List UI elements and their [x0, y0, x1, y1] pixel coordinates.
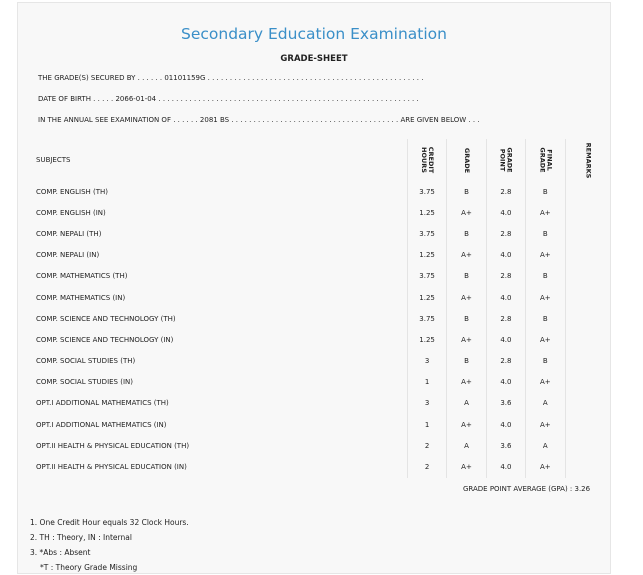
- header-subjects: SUBJECTS: [36, 156, 71, 164]
- credit-hours-cell: 1.25: [407, 287, 446, 308]
- grade-cell: A+: [447, 456, 486, 477]
- credit-hours-cell: 1: [407, 414, 446, 435]
- credit-hours-label: CREDIT HOURS: [420, 146, 436, 174]
- credit-hours-cell: 3.75: [407, 266, 446, 287]
- grade-point-cell: 4.0: [486, 245, 525, 266]
- table-row: [30, 245, 610, 266]
- grade-cell: A: [447, 393, 486, 414]
- credit-hours-cell: 1.25: [407, 202, 446, 223]
- final-grade-cell: B: [526, 223, 565, 244]
- gpa-line: [463, 485, 590, 493]
- subject-cell: OPT.II HEALTH & PHYSICAL EDUCATION (TH): [36, 441, 190, 450]
- exam-year: 2081 BS: [199, 116, 230, 124]
- credit-hours-cell: 2: [407, 435, 446, 456]
- dob-line: [38, 95, 419, 103]
- grade-cell: A+: [447, 287, 486, 308]
- remarks-cell: [565, 245, 610, 266]
- remarks-cell: [565, 414, 610, 435]
- table-row: [30, 414, 610, 435]
- grade-point-cell: 4.0: [486, 456, 525, 477]
- table-row: [30, 308, 610, 329]
- remarks-cell: [565, 372, 610, 393]
- subject-cell: COMP. SOCIAL STUDIES (IN): [36, 378, 133, 387]
- subject-cell: COMP. ENGLISH (TH): [36, 187, 108, 196]
- final-grade-cell: B: [526, 308, 565, 329]
- final-grade-cell: A: [526, 393, 565, 414]
- table-row: [30, 181, 610, 202]
- final-grade-cell: B: [526, 181, 565, 202]
- table-row: [30, 393, 610, 414]
- header-grade-point: [486, 139, 525, 181]
- remarks-cell: [565, 329, 610, 350]
- grade-cell: A+: [447, 245, 486, 266]
- subject-cell: OPT.I ADDITIONAL MATHEMATICS (IN): [36, 420, 167, 429]
- subject-cell: COMP. ENGLISH (IN): [36, 208, 106, 217]
- grade-point-cell: 3.6: [486, 435, 525, 456]
- credit-hours-cell: 3.75: [407, 223, 446, 244]
- subject-cell: COMP. SCIENCE AND TECHNOLOGY (IN): [36, 335, 174, 344]
- exam-title: Secondary Education Examination: [181, 25, 447, 43]
- grade-point-label: GRADE POINT: [498, 147, 514, 173]
- remarks-cell: [565, 393, 610, 414]
- grade-point-cell: 4.0: [486, 202, 525, 223]
- subject-cell: OPT.II HEALTH & PHYSICAL EDUCATION (IN): [36, 463, 187, 472]
- grade-sheet-heading: GRADE-SHEET: [280, 54, 348, 64]
- table-row: [30, 372, 610, 393]
- header-remarks: [565, 139, 610, 181]
- remarks-cell: [565, 223, 610, 244]
- remarks-cell: [565, 202, 610, 223]
- dob-label: DATE OF BIRTH . . . . .: [38, 95, 114, 103]
- grade-cell: B: [447, 181, 486, 202]
- final-grade-cell: A+: [526, 202, 565, 223]
- final-grade-cell: B: [526, 351, 565, 372]
- grade-cell: B: [447, 308, 486, 329]
- exam-suffix: ARE GIVEN BELOW . . .: [400, 116, 480, 124]
- remarks-cell: [565, 181, 610, 202]
- final-grade-cell: B: [526, 266, 565, 287]
- symbol-number-line: [38, 74, 423, 82]
- final-grade-cell: A+: [526, 456, 565, 477]
- grade-sheet: [17, 2, 611, 574]
- grade-point-cell: 2.8: [486, 181, 525, 202]
- table-body: [30, 181, 610, 478]
- grade-point-cell: 4.0: [486, 372, 525, 393]
- grade-cell: B: [447, 351, 486, 372]
- final-grade-cell: A+: [526, 372, 565, 393]
- remarks-cell: [565, 435, 610, 456]
- grades-table: [30, 139, 610, 478]
- final-grade-cell: A+: [526, 245, 565, 266]
- header-final-grade: [526, 139, 565, 181]
- credit-hours-cell: 3: [407, 393, 446, 414]
- credit-hours-cell: 3.75: [407, 181, 446, 202]
- remarks-label: REMARKS: [584, 142, 593, 179]
- grade-point-cell: 2.8: [486, 351, 525, 372]
- grade-point-cell: 4.0: [486, 414, 525, 435]
- note-item: 1. One Credit Hour equals 32 Clock Hours.: [30, 518, 189, 527]
- table-row: [30, 266, 610, 287]
- credit-hours-cell: 2: [407, 456, 446, 477]
- gpa-value: 3.26: [574, 485, 591, 493]
- grade-point-cell: 2.8: [486, 223, 525, 244]
- note-item: 2. TH : Theory, IN : Internal: [30, 533, 132, 542]
- subject-cell: COMP. SCIENCE AND TECHNOLOGY (TH): [36, 314, 176, 323]
- grade-cell: A+: [447, 202, 486, 223]
- note-item: 3. *Abs : Absent: [30, 548, 91, 557]
- grade-cell: A+: [447, 329, 486, 350]
- credit-hours-cell: 1.25: [407, 329, 446, 350]
- grade-point-cell: 2.8: [486, 308, 525, 329]
- grade-label: GRADE: [463, 147, 471, 174]
- final-grade-cell: A: [526, 435, 565, 456]
- final-grade-cell: A+: [526, 414, 565, 435]
- credit-hours-cell: 1: [407, 372, 446, 393]
- final-grade-label: FINAL GRADE: [538, 147, 554, 173]
- footnotes: [30, 515, 189, 575]
- table-row: [30, 456, 610, 477]
- dob-dots: . . . . . . . . . . . . . . . . . . . . . . . . . . . . . . . . . . . . . . . . . . . . . . . . . . . . . . . . . . .: [158, 95, 419, 103]
- table-row: [30, 435, 610, 456]
- credit-hours-cell: 3.75: [407, 308, 446, 329]
- grade-cell: A: [447, 435, 486, 456]
- note-item: *T : Theory Grade Missing: [40, 563, 138, 572]
- subject-cell: COMP. MATHEMATICS (IN): [36, 293, 126, 302]
- dob-value: 2066-01-04: [115, 95, 157, 103]
- table-row: [30, 287, 610, 308]
- remarks-cell: [565, 287, 610, 308]
- table-row: [30, 202, 610, 223]
- subject-cell: OPT.I ADDITIONAL MATHEMATICS (TH): [36, 399, 169, 408]
- remarks-cell: [565, 266, 610, 287]
- table-row: [30, 329, 610, 350]
- subject-cell: COMP. MATHEMATICS (TH): [36, 272, 128, 281]
- remarks-cell: [565, 351, 610, 372]
- grade-cell: A+: [447, 414, 486, 435]
- gpa-label: GRADE POINT AVERAGE (GPA) :: [463, 485, 573, 493]
- remarks-cell: [565, 308, 610, 329]
- grade-point-cell: 4.0: [486, 329, 525, 350]
- grade-point-cell: 3.6: [486, 393, 525, 414]
- remarks-cell: [565, 456, 610, 477]
- symbol-number: 01101159G: [164, 74, 206, 82]
- header-credit-hours: [407, 139, 446, 181]
- grade-point-cell: 4.0: [486, 287, 525, 308]
- grade-point-cell: 2.8: [486, 266, 525, 287]
- final-grade-cell: A+: [526, 329, 565, 350]
- grade-cell: B: [447, 266, 486, 287]
- symbol-label: THE GRADE(S) SECURED BY . . . . . .: [38, 74, 163, 82]
- table-row: [30, 223, 610, 244]
- exam-label: IN THE ANNUAL SEE EXAMINATION OF . . . . . .: [38, 116, 198, 124]
- grade-cell: A+: [447, 372, 486, 393]
- symbol-dots: . . . . . . . . . . . . . . . . . . . . . . . . . . . . . . . . . . . . . . . . . . . . . . . . .: [207, 74, 424, 82]
- final-grade-cell: A+: [526, 287, 565, 308]
- header-grade: [447, 139, 486, 181]
- table-header-row: [30, 139, 610, 181]
- credit-hours-cell: 1.25: [407, 245, 446, 266]
- grade-cell: B: [447, 223, 486, 244]
- exam-line: [38, 116, 480, 124]
- credit-hours-cell: 3: [407, 351, 446, 372]
- subject-cell: COMP. SOCIAL STUDIES (TH): [36, 357, 136, 366]
- subject-cell: COMP. NEPALI (TH): [36, 229, 102, 238]
- exam-dots: . . . . . . . . . . . . . . . . . . . . . . . . . . . . . . . . . . . . . .: [231, 116, 399, 124]
- table-row: [30, 351, 610, 372]
- subject-cell: COMP. NEPALI (IN): [36, 251, 100, 260]
